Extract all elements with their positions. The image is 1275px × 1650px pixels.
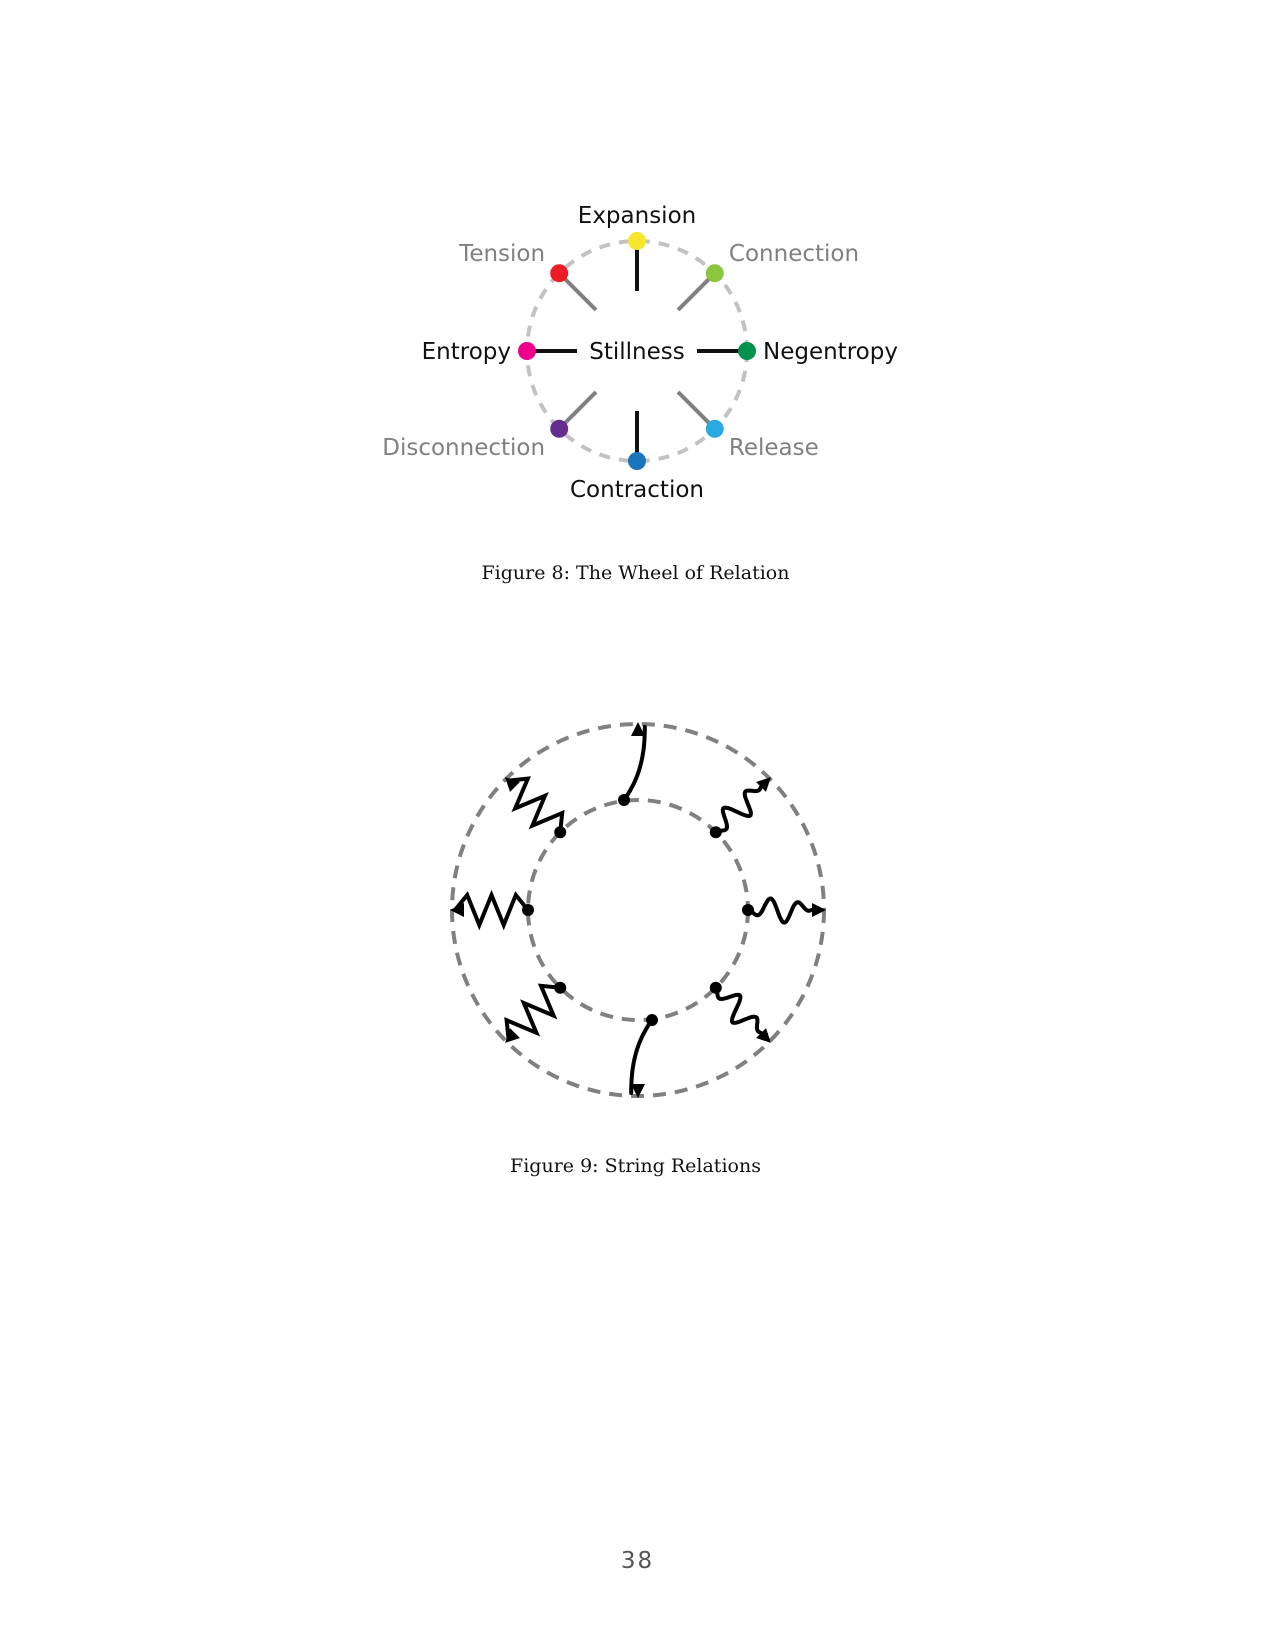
string-anchor-dot xyxy=(742,904,754,916)
string-anchor-dot xyxy=(710,982,722,994)
string-anchor-dot xyxy=(710,826,722,838)
node-label-tension: Tension xyxy=(459,241,546,268)
figure-9-caption: Figure 9: String Relations xyxy=(510,1155,761,1177)
string-wave-2 xyxy=(748,899,821,923)
figure-8-caption: Figure 8: The Wheel of Relation xyxy=(481,562,790,584)
node-label-entropy: Entropy xyxy=(421,339,511,365)
string-curve-0 xyxy=(624,727,645,800)
node-label-expansion: Expansion xyxy=(577,203,697,229)
string-zigzag-5 xyxy=(507,986,561,1040)
string-curve-4 xyxy=(631,1020,652,1093)
node-label-connection: Connection xyxy=(728,241,860,268)
node-label-release: Release xyxy=(728,434,819,461)
page-number: 38 xyxy=(620,1548,655,1574)
node-label-negentropy: Negentropy xyxy=(763,339,898,365)
wheel-center-label: Stillness xyxy=(589,339,685,365)
string-anchor-dot xyxy=(554,826,566,838)
string-zigzag-6 xyxy=(455,895,528,925)
string-wave-3 xyxy=(716,988,768,1040)
string-zigzag-7 xyxy=(509,779,563,833)
string-wave-1 xyxy=(716,781,768,833)
node-label-contraction: Contraction xyxy=(570,477,704,503)
string-anchor-dot xyxy=(618,794,630,806)
string-anchor-dot xyxy=(646,1014,658,1026)
string-anchor-dot xyxy=(522,904,534,916)
string-anchor-dot xyxy=(554,982,566,994)
node-label-disconnection: Disconnection xyxy=(382,434,546,461)
